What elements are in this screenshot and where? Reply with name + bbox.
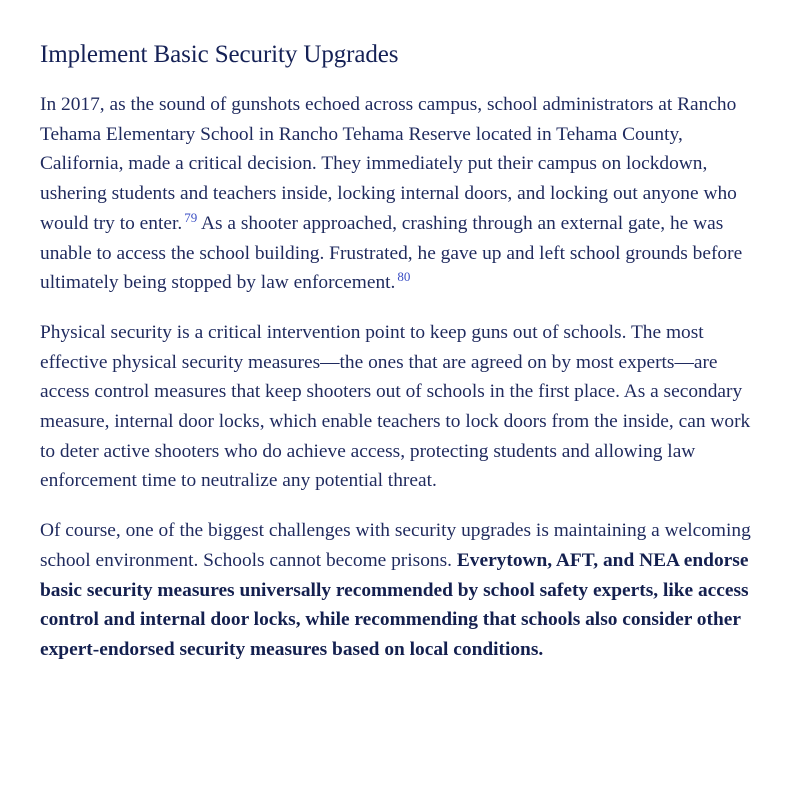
paragraph-text: Physical security is a critical intervention point to keep guns out of schools. The most effective physical security measures—the ones that are agreed on by most experts—are access control measures that keep shooters out of schools in the first place. As a secondary measure, internal door locks, which enable teachers to lock doors from the inside, can work to deter active shooters who do achieve access, protecting students and allowing law enforcement time to neutralize any potential threat. <box>40 321 751 492</box>
paragraph-text: As a shooter approached, crashing through an external gate, he was unable to access the school building. Frustrated, he gave up and left school grounds before ultimately being stopped by law enforcement. <box>40 212 743 294</box>
section-heading: Implement Basic Security Upgrades <box>40 41 399 68</box>
bold-endorsement-text: Everytown, AFT, and NEA endorse basic security measures universally recommended by school safety experts, like access control and internal door locks, while recommending that schools also consider other expert-endorsed security measures based on local conditions. <box>40 549 749 660</box>
paragraph-security-upgrades <box>40 516 760 665</box>
article <box>40 38 760 685</box>
paragraph-text: In 2017, as the sound of gunshots echoed across campus, school administrators at Rancho Tehama Elementary School in Rancho Tehama Reserve located in Tehama County, California, made a critical decision. They immediately put their campus on lockdown, ushering students and teachers inside, locking internal doors, and locking out anyone who would try to enter. <box>40 94 737 234</box>
paragraph-rancho-tehama <box>40 90 760 298</box>
paragraph-text: Of course, one of the biggest challenges with security upgrades is maintaining a welcoming school environment. Schools cannot become prisons. <box>40 520 751 571</box>
footnote-link-80[interactable]: 80 <box>397 269 411 285</box>
footnote-link-79[interactable]: 79 <box>184 209 198 225</box>
paragraph-physical-security <box>40 318 760 496</box>
